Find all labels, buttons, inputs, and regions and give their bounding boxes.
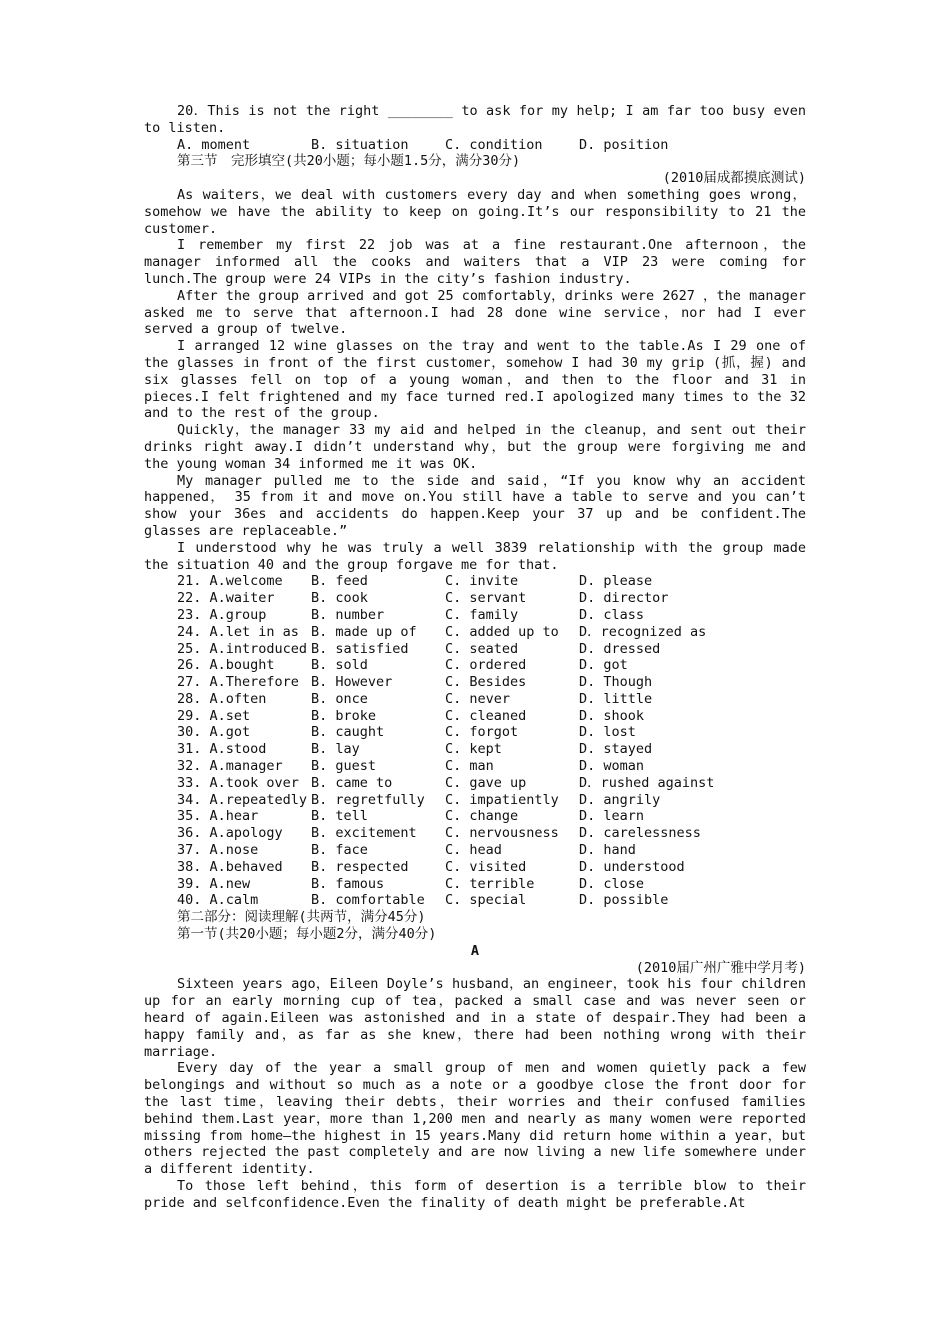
option: 38. A.behaved bbox=[177, 858, 283, 875]
cloze-option-row bbox=[144, 775, 806, 792]
option: D. hand bbox=[579, 842, 636, 859]
option: B. guest bbox=[311, 758, 377, 775]
option: C. condition bbox=[445, 136, 543, 153]
option: D. learn bbox=[579, 808, 645, 825]
option: C. family bbox=[445, 606, 519, 623]
paragraph: Every day of the year a small group of men and women quietly pack a few belongings and without so much as a note or a goodbye close the front door for the last time，leaving their debts，their worries and their confused families behind them.Last year，more than 1,200 men and nearly as many women were reported missing from home—the highest in 15 years.Many did return home within a year，but others rejected the past completely and are now living a new life somewhere under a different identity. bbox=[144, 1060, 806, 1178]
option: A. moment bbox=[177, 136, 251, 153]
option: 36. A.apology bbox=[177, 825, 283, 842]
option: D．rushed against bbox=[579, 774, 715, 791]
option: B. famous bbox=[311, 875, 385, 892]
option: D. lost bbox=[579, 724, 636, 741]
option: 23. A.group bbox=[177, 606, 267, 623]
option: B. situation bbox=[311, 136, 409, 153]
cloze-option-row bbox=[144, 624, 806, 641]
cloze-options-list bbox=[144, 573, 806, 909]
paragraph: I remember my first 22 job was at a fine restaurant.One afternoon，the manager informed all the cooks and waiters that a VIP 23 were coming for lunch.The group were 24 VIPs in the city’s fashion industry. bbox=[144, 237, 806, 287]
cloze-option-row bbox=[144, 641, 806, 658]
option: D. stayed bbox=[579, 741, 653, 758]
option: D. carelessness bbox=[579, 825, 701, 842]
option: 27. A.Therefore bbox=[177, 674, 299, 691]
document-page bbox=[144, 103, 806, 1212]
cloze-option-row bbox=[144, 724, 806, 741]
section-3-title: 第三节 完形填空(共20小题；每小题1.5分，满分30分) bbox=[177, 153, 521, 170]
reading-passage-a bbox=[144, 976, 806, 1211]
option: B. comfortable bbox=[311, 892, 425, 909]
option: C. never bbox=[445, 690, 511, 707]
option: C. Besides bbox=[445, 674, 527, 691]
option: B. tell bbox=[311, 808, 368, 825]
option: B. However bbox=[311, 674, 393, 691]
part-2-title: 第二部分：阅读理解(共两节，满分45分) bbox=[177, 909, 426, 926]
option: C. man bbox=[445, 758, 494, 775]
paragraph: I arranged 12 wine glasses on the tray and went to the table.As I 29 one of the glasses in front of the first customer，somehow I had 30 my grip (抓，握) and six glasses fell on top of a young woman，and then to the floor and 31 in pieces.I felt frightened and my face turned red.I apologized many times to the 32 and to the rest of the group. bbox=[144, 338, 806, 422]
option: 35. A.hear bbox=[177, 808, 259, 825]
cloze-option-row bbox=[144, 607, 806, 624]
option: D. dressed bbox=[579, 640, 661, 657]
cloze-option-row bbox=[144, 674, 806, 691]
paragraph: I understood why he was truly a well 3839 relationship with the group made the situation 40 and the group forgave me for that. bbox=[144, 539, 806, 573]
option: C. gave up bbox=[445, 774, 527, 791]
option: C. forgot bbox=[445, 724, 519, 741]
option: 32. A.manager bbox=[177, 758, 283, 775]
option: 21. A.welcome bbox=[177, 573, 283, 590]
paragraph: As waiters，we deal with customers every day and when something goes wrong，somehow we have the ability to keep on going.It’s our responsibility to 21 the customer. bbox=[144, 186, 806, 237]
option: C. added up to bbox=[445, 623, 559, 640]
option: B. cook bbox=[311, 590, 368, 607]
option: 26. A.bought bbox=[177, 657, 275, 674]
paragraph: Quickly，the manager 33 my aid and helped in the cleanup，and sent out their drinks right away.I didn’t understand why，but the group were forgiving me and the young woman 34 informed me it was OK. bbox=[144, 422, 806, 472]
option: C. head bbox=[445, 842, 502, 859]
option: C. nervousness bbox=[445, 825, 559, 842]
cloze-option-row bbox=[144, 573, 806, 590]
option: 33. A.took over bbox=[177, 774, 299, 791]
option: B. satisfied bbox=[311, 640, 409, 657]
part-2-section-1-title: 第一节(共20小题；每小题2分，满分40分) bbox=[177, 926, 437, 943]
question-20-stem: 20．This is not the right ________ to ask for my help; I am far too busy even to listen. bbox=[144, 103, 806, 136]
cloze-option-row bbox=[144, 741, 806, 758]
option: C. change bbox=[445, 808, 519, 825]
option: C. kept bbox=[445, 741, 502, 758]
option: D. got bbox=[579, 657, 628, 674]
option: B. made up of bbox=[311, 623, 417, 640]
cloze-option-row bbox=[144, 825, 806, 842]
option: B. excitement bbox=[311, 825, 417, 842]
cloze-option-row bbox=[144, 590, 806, 607]
option: D．recognized as bbox=[579, 623, 707, 640]
option: 37. A.nose bbox=[177, 842, 259, 859]
cloze-option-row bbox=[144, 842, 806, 859]
option: B. respected bbox=[311, 858, 409, 875]
option: D. Though bbox=[579, 674, 653, 691]
option: B. face bbox=[311, 842, 368, 859]
option: 40. A.calm bbox=[177, 892, 259, 909]
option: B. broke bbox=[311, 707, 377, 724]
option: 30. A.got bbox=[177, 724, 251, 741]
option: D. please bbox=[579, 573, 653, 590]
paragraph: After the group arrived and got 25 comfortably，drinks were 2627 ，the manager asked me to serve that afternoon.I had 28 done wine service，nor had I ever served a group of twelve. bbox=[144, 287, 806, 338]
option: C. ordered bbox=[445, 657, 527, 674]
option: 34. A.repeatedly bbox=[177, 791, 308, 808]
option: D. position bbox=[579, 136, 669, 153]
cloze-option-row bbox=[144, 792, 806, 809]
option: C. terrible bbox=[445, 875, 535, 892]
option: B. once bbox=[311, 690, 368, 707]
paragraph: To those left behind，this form of desertion is a terrible blow to their pride and selfconfidence.Even the finality of death might be preferable.At bbox=[144, 1178, 806, 1211]
source-note-2: (2010届广州广雅中学月考) bbox=[635, 959, 806, 976]
paragraph: Sixteen years ago，Eileen Doyle’s husband，an engineer，took his four children up for an early morning cup of tea，packed a small case and was never seen or heard of again.Eileen was astonished and in a state of despair.They had been a happy family and，as far as she knew，there had been nothing wrong with their marriage. bbox=[144, 976, 806, 1060]
option: D. close bbox=[579, 875, 645, 892]
option: B. came to bbox=[311, 774, 393, 791]
option: B. feed bbox=[311, 573, 368, 590]
option: D. director bbox=[579, 590, 669, 607]
paragraph: My manager pulled me to the side and said，“If you know why an accident happened， 35 from it and move on.You still have a table to serve and you can’t show your 36es and accidents do happen.Keep your 37 up and be confident.The glasses are replaceable.” bbox=[144, 472, 806, 539]
option: 24. A.let in as bbox=[177, 623, 299, 640]
option: C. seated bbox=[445, 640, 519, 657]
cloze-option-row bbox=[144, 859, 806, 876]
option: C. cleaned bbox=[445, 707, 527, 724]
option: B. number bbox=[311, 606, 385, 623]
source-note-1: (2010届成都摸底测试) bbox=[662, 170, 806, 187]
option: 25. A.introduced bbox=[177, 640, 308, 657]
option: D. possible bbox=[579, 892, 669, 909]
option: 39. A.new bbox=[177, 875, 251, 892]
option: 31. A.stood bbox=[177, 741, 267, 758]
option: B. sold bbox=[311, 657, 368, 674]
cloze-option-row bbox=[144, 758, 806, 775]
option: C. impatiently bbox=[445, 791, 559, 808]
question-20-options bbox=[144, 137, 806, 154]
cloze-option-row bbox=[144, 708, 806, 725]
cloze-option-row bbox=[144, 808, 806, 825]
option: C. special bbox=[445, 892, 527, 909]
passage-a-label: A bbox=[470, 942, 480, 959]
option: C. invite bbox=[445, 573, 519, 590]
cloze-option-row bbox=[144, 876, 806, 893]
option: 28. A.often bbox=[177, 690, 267, 707]
option: D. understood bbox=[579, 858, 685, 875]
cloze-option-row bbox=[144, 657, 806, 674]
option: 22. A.waiter bbox=[177, 590, 275, 607]
option: D. class bbox=[579, 606, 645, 623]
option: C. servant bbox=[445, 590, 527, 607]
option: D. woman bbox=[579, 758, 645, 775]
option: C. visited bbox=[445, 858, 527, 875]
option: D. little bbox=[579, 690, 653, 707]
option: D. angrily bbox=[579, 791, 661, 808]
option: D. shook bbox=[579, 707, 645, 724]
option: 29. A.set bbox=[177, 707, 251, 724]
cloze-passage bbox=[144, 187, 806, 573]
option: B. caught bbox=[311, 724, 385, 741]
option: B. regretfully bbox=[311, 791, 425, 808]
cloze-option-row bbox=[144, 892, 806, 909]
option: B. lay bbox=[311, 741, 360, 758]
cloze-option-row bbox=[144, 691, 806, 708]
